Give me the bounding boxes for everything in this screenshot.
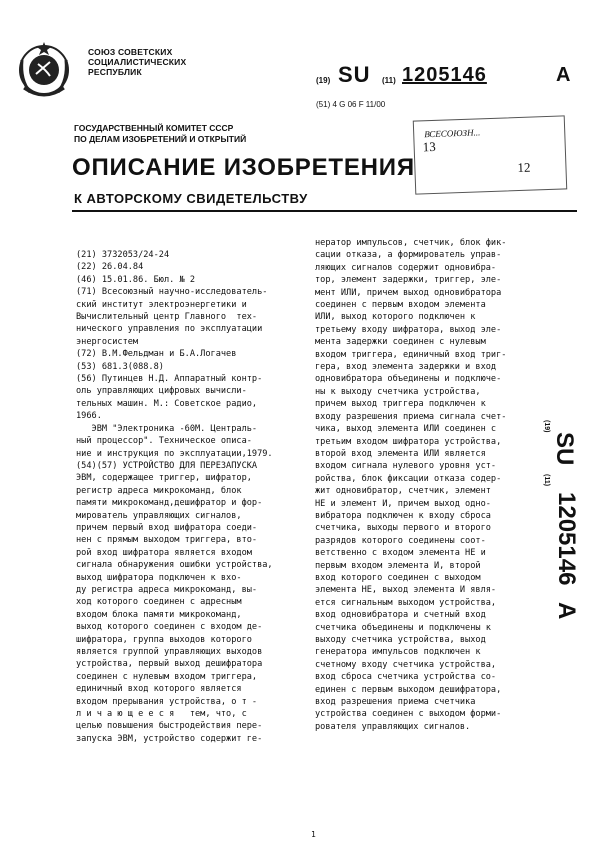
text-line: сигнала обнаружения ошибки устройства, [76, 560, 273, 571]
text-line: чика, выход элемента ИЛИ соединен с [315, 424, 497, 435]
text-line: счетчика объединены и подключены к [315, 622, 491, 633]
document-subtitle: К АВТОРСКОМУ СВИДЕТЕЛЬСТВУ [74, 191, 308, 206]
text-line: памяти микрокоманд,дешифратор и фор- [76, 498, 263, 509]
text-line: целью повышения быстродействия пере- [76, 721, 263, 732]
text-line: элемента НЕ, выход элемента И явля- [315, 585, 497, 596]
patent-number: 1205146 [402, 64, 487, 86]
text-line: л и ч а ю щ е е с я тем, что, с [76, 709, 247, 720]
tag-19: (19) [316, 76, 331, 85]
text-line: (21) 3732053/24-24 [76, 250, 170, 260]
text-line: мента задержки соединен с нулевым [315, 337, 486, 348]
state-name-line: СОЦИАЛИСТИЧЕСКИХ [88, 57, 187, 67]
text-line: разрядов которого соединены соот- [315, 535, 486, 546]
text-line: (72) В.М.Фельдман и Б.А.Логачев [76, 349, 237, 360]
left-text-column [76, 249, 302, 745]
text-line: единичный вход которого является [76, 684, 242, 695]
text-line: счетчика, выходы первого и второго [315, 523, 491, 534]
text-line: первым входом элемента И, второй [315, 560, 481, 571]
text-line: устройства, первый выход дешифратора [76, 659, 263, 670]
header-divider [72, 210, 577, 212]
state-name-line: СОЮЗ СОВЕТСКИХ [88, 47, 173, 57]
text-line: одновибратора объединены и подключе- [315, 374, 502, 385]
text-line: ский институт электроэнергетики и [76, 299, 247, 310]
side-document-type: A [553, 602, 580, 620]
text-line: причем первый вход шифратора соеди- [76, 522, 258, 533]
text-line: ход которого соединен с адресным [76, 597, 242, 608]
text-line: рой вход шифратора является входом [76, 547, 252, 558]
text-line: нератор импульсов, счетчик, блок фик- [315, 238, 507, 248]
text-line: мент ИЛИ, причем выход одновибратора [315, 287, 502, 298]
text-line: Вычислительный центр Главного тех- [76, 312, 258, 323]
text-line: третьему входу шифратора, выход эле- [315, 324, 502, 335]
text-line: входу разрешения приема сигнала счет- [315, 411, 507, 422]
country-code: SU [338, 62, 371, 87]
stamp-number: 13 [422, 138, 436, 155]
text-line: ветственно с входом элемента НЕ и [315, 548, 486, 559]
text-line: тельных машин. М.: Советское радио, [76, 398, 258, 409]
text-line: соединен с нулевым входом триггера, [76, 671, 258, 682]
classification: (51) 4 G 06 F 11/00 [316, 100, 386, 109]
state-name [88, 47, 198, 77]
text-line: является группой управляющих выходов [76, 647, 263, 657]
text-line: 1966. [76, 411, 102, 422]
text-line: вибратора подключен к входу сброса [315, 510, 491, 521]
text-line: единен с первым выходом дешифратора, [315, 684, 502, 695]
text-line: входом сигнала нулевого уровня уст- [315, 461, 497, 472]
text-line: причем выход триггера подключен к [315, 399, 486, 410]
text-line: (46) 15.01.86. Бюл. № 2 [76, 274, 195, 285]
text-line: (22) 26.04.84 [76, 262, 144, 273]
text-line: запуска ЭВМ, устройство содержит ге- [76, 733, 263, 744]
document-title: ОПИСАНИЕ ИЗОБРЕТЕНИЯ [72, 154, 415, 181]
text-line: энергосистем [76, 336, 139, 347]
text-line: нен с прямым выходом триггера, вто- [76, 535, 258, 546]
text-line: входом прерывания устройства, о т - [76, 696, 258, 707]
state-name-line: РЕСПУБЛИК [88, 67, 142, 77]
text-line: ЭВМ "Электроника -60М. Централь- [76, 423, 258, 434]
text-line: (71) Всесоюзный научно-исследователь- [76, 287, 268, 298]
text-line: ИЛИ, выход которого подключен к [315, 312, 476, 323]
text-line: (56) Путинцев Н.Д. Аппаратный контр- [76, 374, 263, 385]
stamp-text: ВСЕСОЮЗН... [424, 127, 481, 140]
text-line: вход разрешения приема счетчика [315, 697, 476, 708]
side-patent-number [536, 420, 586, 660]
text-line: рователя управляющих сигналов. [315, 721, 471, 732]
text-line: выход которого соединен с входом де- [76, 622, 263, 633]
text-line: ный процессор". Техническое описа- [76, 436, 252, 447]
text-line: третьим входом шифратора устройства, [315, 436, 502, 447]
committee-line: ГОСУДАРСТВЕННЫЙ КОМИТЕТ СССР [74, 123, 234, 133]
text-line: мирователь управляющих сигналов, [76, 510, 242, 521]
side-country-code: SU [551, 432, 578, 466]
text-line: тор, элемент задержки, триггер, эле- [315, 275, 502, 286]
committee-line: ПО ДЕЛАМ ИЗОБРЕТЕНИЙ И ОТКРЫТИЙ [74, 134, 247, 144]
side-tag-19: (19) [543, 420, 550, 433]
side-tag-11: (11) [543, 474, 550, 487]
text-line: вход одновибратора и счетный вход [315, 610, 486, 621]
text-line: счетному входу счетчика устройства, [315, 659, 497, 670]
text-line: ние и инструкция по эксплуатации,1979. [76, 448, 273, 459]
text-line: вход которого соединен с выходом [315, 572, 481, 583]
text-line: оль управляющих цифровых вычисли- [76, 386, 247, 397]
text-line: соединен с первым входом элемента [315, 300, 486, 311]
text-line: жит одновибратор, счетчик, элемент [315, 486, 491, 497]
text-line: вход сброса счетчика устройства со- [315, 672, 497, 683]
text-line: (53) 681.3(088.8) [76, 361, 164, 372]
text-line: второй вход элемента ИЛИ является [315, 448, 486, 459]
text-line: (54)(57) УСТРОЙСТВО ДЛЯ ПЕРЕЗАПУСКА [76, 460, 258, 471]
page-number: 1 [311, 830, 316, 839]
text-line: ляющих сигналов содержит одновибра- [315, 262, 497, 273]
text-line: сации отказа, а формирователь управ- [315, 250, 502, 261]
document-type: A [556, 64, 571, 86]
text-line: регистр адреса микрокоманд, блок [76, 485, 242, 496]
text-line: выход шифратора подключен к вхо- [76, 572, 242, 583]
text-line: ны к выходу счетчика устройства, [315, 386, 481, 397]
stamp-number: 12 [517, 159, 531, 176]
text-line: ду регистра адреса микрокоманд, вы- [76, 584, 258, 595]
right-text-column [315, 237, 547, 733]
text-line: ройства, блок фиксации отказа содер- [315, 473, 502, 484]
text-line: устройства соединен с выходом форми- [315, 709, 502, 720]
text-line: входом блока памяти микрокоманд, [76, 609, 242, 620]
text-line: гера, вход элемента задержки и вход [315, 362, 497, 373]
text-line: ЭВМ, содержащее триггер, шифратор, [76, 473, 252, 484]
tag-11: (11) [382, 76, 396, 85]
library-stamp [413, 115, 567, 194]
text-line: входом триггера, единичный вход триг- [315, 349, 507, 360]
text-line: ется сигнальным выходом устройства, [315, 597, 497, 608]
text-line: генератора импульсов подключен к [315, 647, 481, 658]
side-patent-number-text: 1205146 [553, 492, 580, 586]
patent-number-line [316, 62, 596, 96]
ussr-emblem [16, 40, 72, 102]
text-line: выходу счетчика устройства, выход [315, 635, 486, 645]
text-line: шифратора, группа выходов которого [76, 634, 252, 645]
committee-name [74, 123, 246, 145]
text-line: нического управления по эксплуатации [76, 324, 263, 335]
text-line: НЕ и элемент И, причем выход одно- [315, 498, 491, 509]
